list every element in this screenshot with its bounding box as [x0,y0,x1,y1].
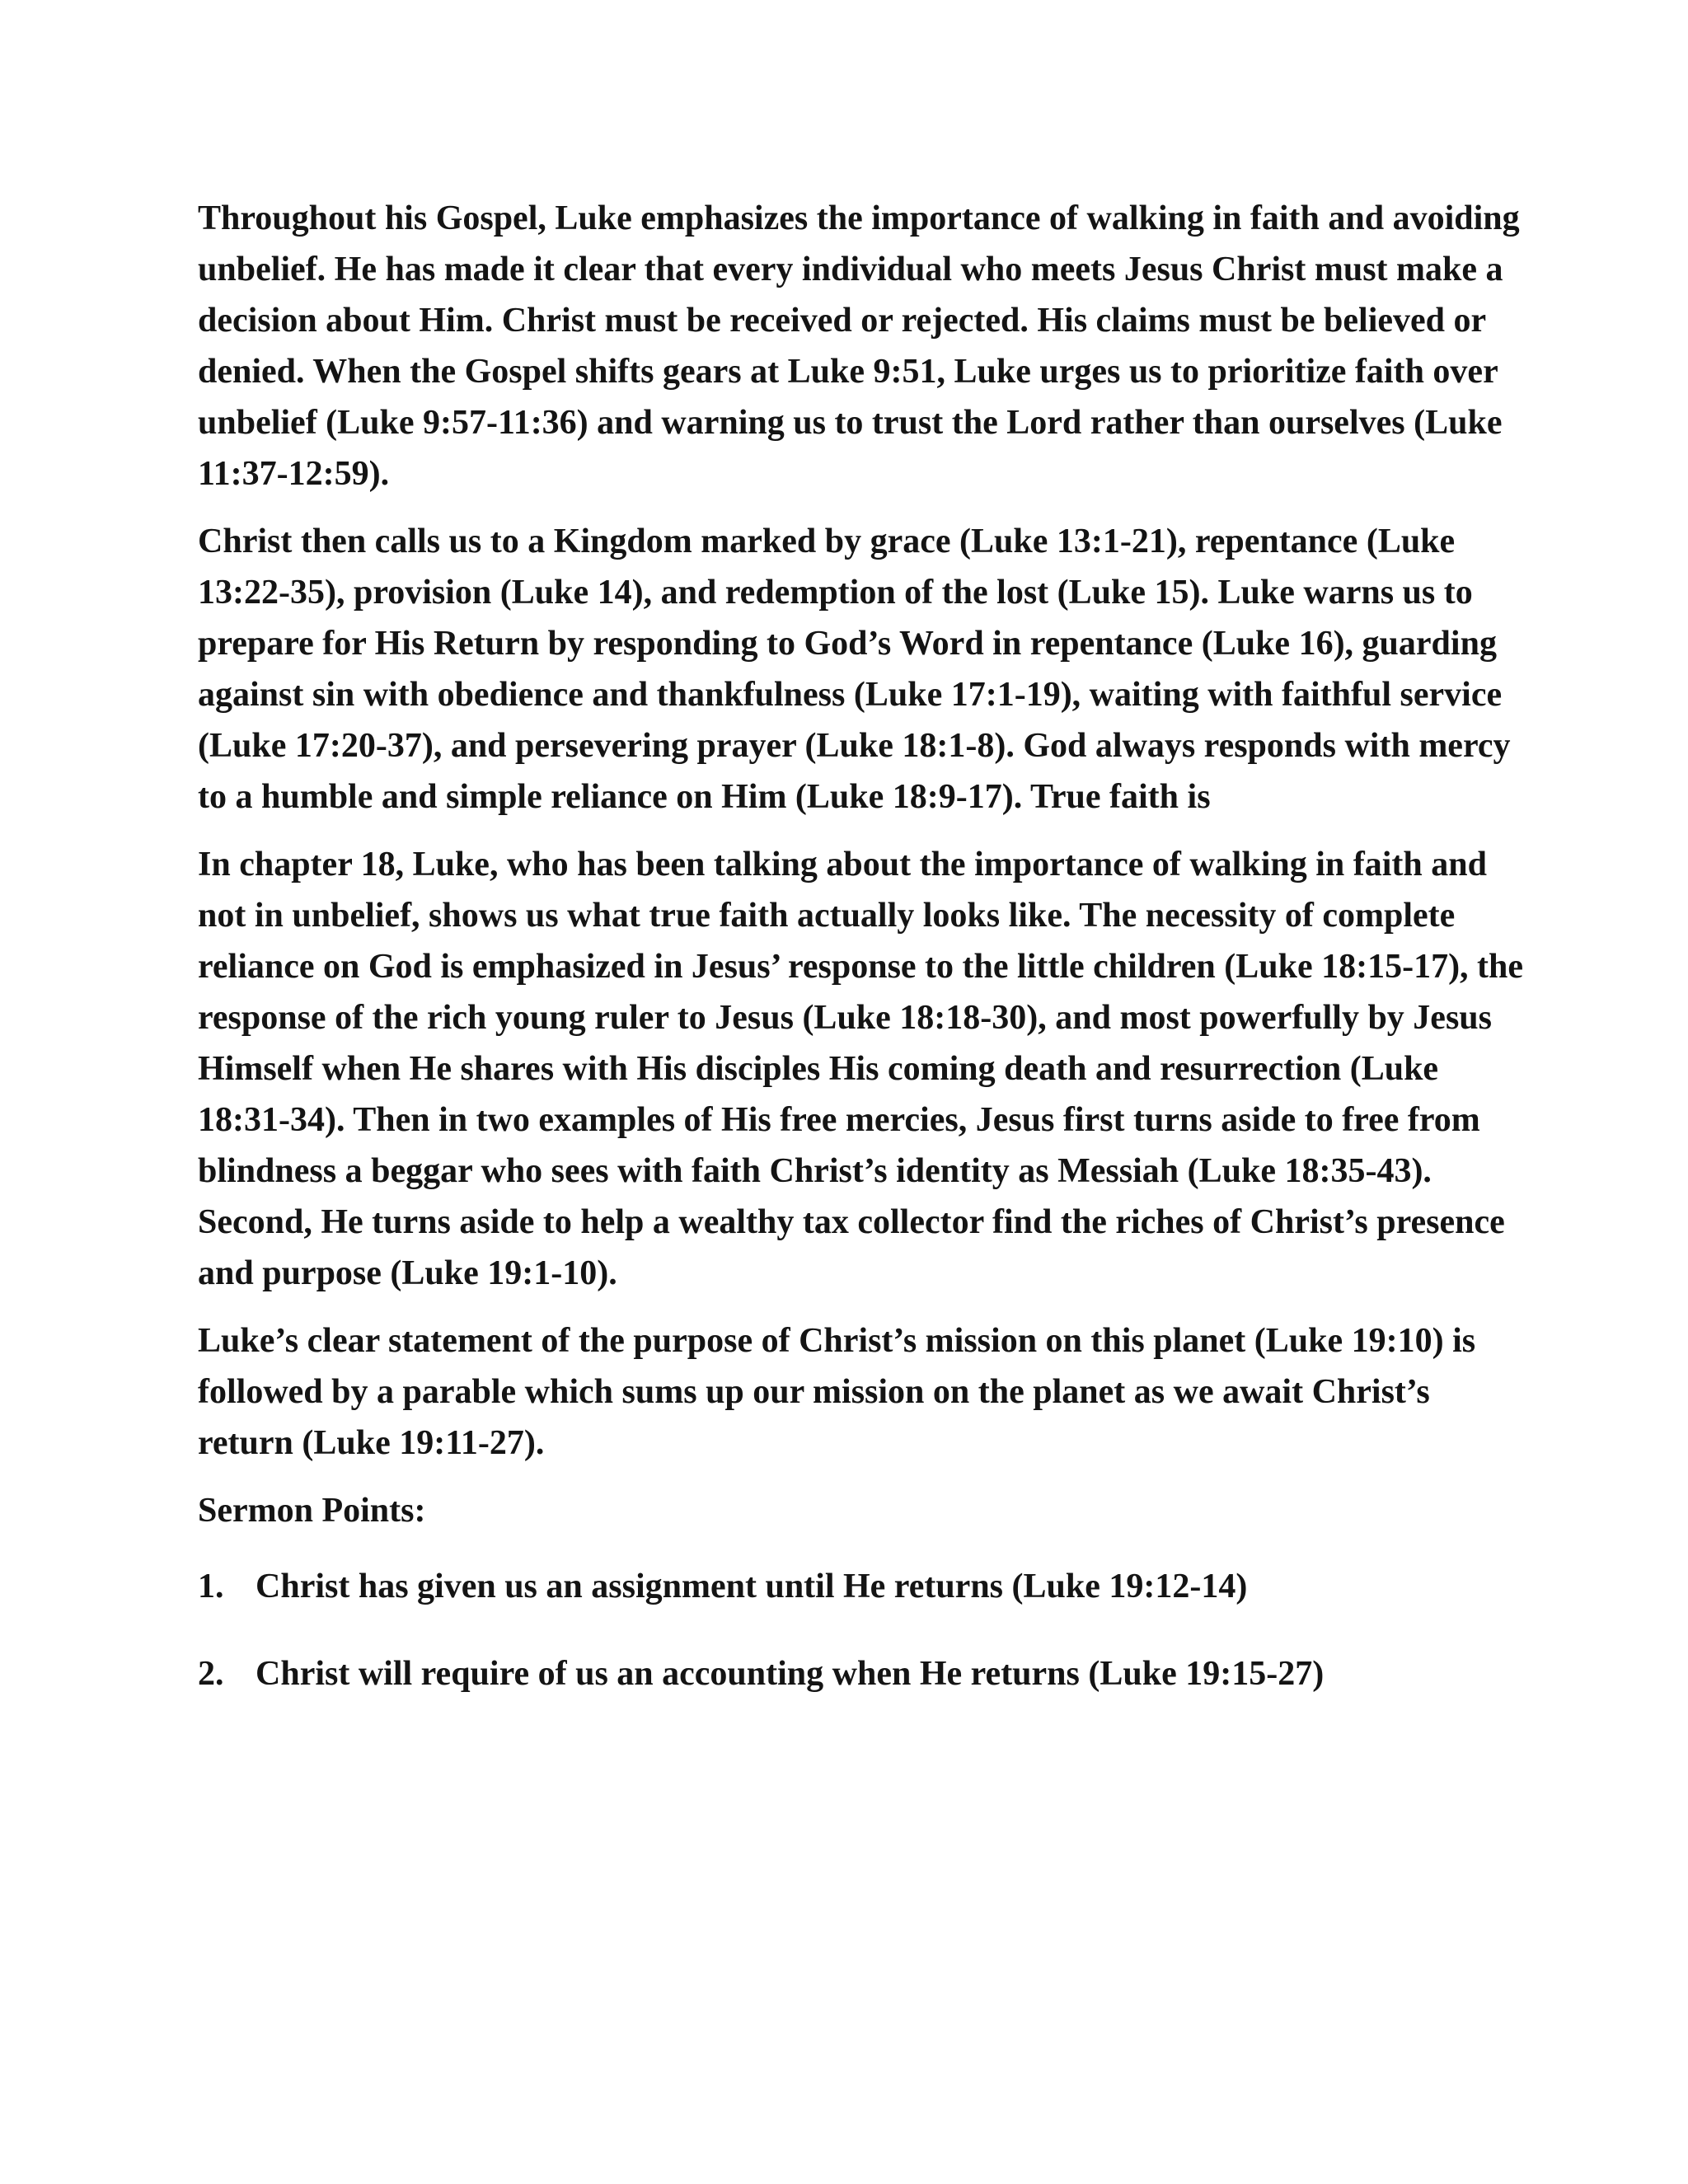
sermon-point [198,1648,1525,1699]
sermon-point [198,1561,1525,1612]
sermon-points-list [198,1561,1525,1699]
paragraph-intro: Throughout his Gospel, Luke emphasizes the importance of walking in faith and avoiding unbelief. He has made it clear that every individual who meets Jesus Christ must make a decision about Him. Christ must be received or rejected. His claims must be believed or denied. When the Gospel shifts gears at Luke 9:51, Luke urges us to prioritize faith over unbelief (Luke 9:57-11:36) and warning us to trust the Lord rather than ourselves (Luke 11:37-12:59). [198,199,1520,493]
document-body [198,193,1525,1736]
paragraph-chapter-18: In chapter 18, Luke, who has been talking about the importance of walking in faith and not in unbelief, shows us what true faith actually looks like. The necessity of complete reliance on God is emphasized in Jesus’ response to the little children (Luke 18:15-17), the response of the rich young ruler to Jesus (Luke 18:18-30), and most powerfully by Jesus Himself when He shares with His disciples His coming death and resurrection (Luke 18:31-34). Then in two examples of His free mercies, Jesus first turns aside to free from blindness a beggar who sees with faith Christ’s identity as Messiah (Luke 18:35-43). Second, He turns aside to help a wealthy tax collector find the riches of Christ’s presence and purpose (Luke 19:1-10). [198,846,1524,1292]
sermon-point-number: 2. [198,1655,224,1693]
paragraph-kingdom: Christ then calls us to a Kingdom marked by grace (Luke 13:1-21), repentance (Luke 13:22-35), provision (Luke 14), and redemption of the lost (Luke 15). Luke warns us to prepare for His Return by responding to God’s Word in repentance (Luke 16), guarding against sin with obedience and thankfulness (Luke 17:1-19), waiting with faithful service (Luke 17:20-37), and persevering prayer (Luke 18:1-8). God always responds with mercy to a humble and simple reliance on Him (Luke 18:9-17). True faith is [198,523,1511,816]
sermon-point-number: 1. [198,1568,224,1605]
paragraph-mission: Luke’s clear statement of the purpose of Christ’s mission on this planet (Luke 19:10) is followed by a parable which sums up our mission on the planet as we await Christ’s return (Luke 19:11-27). [198,1322,1476,1462]
sermon-point-text: Christ will require of us an accounting when He returns (Luke 19:15-27) [256,1655,1325,1693]
sermon-points-heading: Sermon Points: [198,1492,426,1530]
sermon-point-text: Christ has given us an assignment until He returns (Luke 19:12-14) [256,1568,1248,1605]
